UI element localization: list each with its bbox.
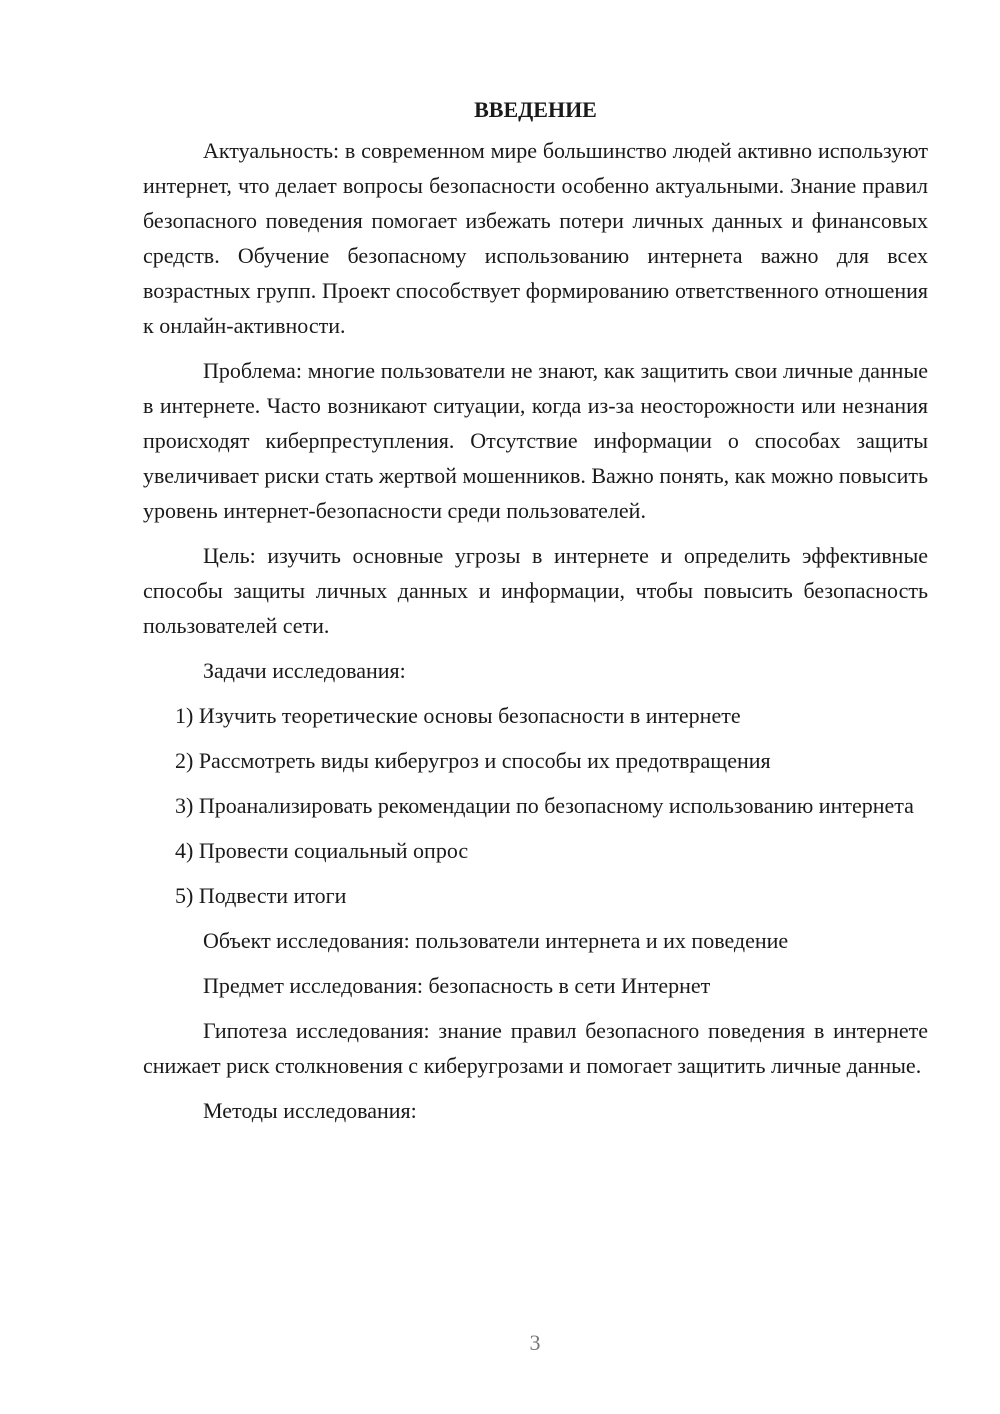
hypothesis-paragraph: Гипотеза исследования: знание правил безопасного поведения в интернете снижает риск столкновения с киберугрозами и помогает защитить личные данные. (143, 1018, 928, 1078)
goal-paragraph: Цель: изучить основные угрозы в интернете и определить эффективные способы защиты личных данных и информации, чтобы повысить безопасность пользователей сети. (143, 543, 928, 638)
task-item-4: 4) Провести социальный опрос (175, 838, 469, 863)
document-page (143, 92, 928, 1138)
section-heading: ВВЕДЕНИЕ (474, 97, 597, 122)
problem-paragraph: Проблема: многие пользователи не знают, как защитить свои личные данные в интернете. Часто возникают ситуации, когда из-за неосторожности или незнания происходят киберпреступления. Отсутствие информации о способах защиты увеличивает риски стать жертвой мошенников. Важно понять, как можно повысить уровень интернет-безопасности среди пользователей. (143, 358, 928, 523)
subject-line: Предмет исследования: безопасность в сети Интернет (203, 973, 711, 998)
tasks-heading: Задачи исследования: (203, 658, 406, 683)
task-item-3: 3) Проанализировать рекомендации по безопасному использованию интернета (175, 793, 914, 818)
page-number: 3 (529, 1330, 541, 1355)
methods-heading: Методы исследования: (203, 1098, 417, 1123)
relevance-paragraph: Актуальность: в современном мире большинство людей активно используют интернет, что делает вопросы безопасности особенно актуальными. Знание правил безопасного поведения помогает избежать потери личных данных и финансовых средств. Обучение безопасному использованию интернета важно для всех возрастных групп. Проект способствует формированию ответственного отношения к онлайн-активности. (143, 138, 928, 338)
object-line: Объект исследования: пользователи интернета и их поведение (203, 928, 789, 953)
task-item-2: 2) Рассмотреть виды киберугроз и способы их предотвращения (175, 748, 771, 773)
task-item-1: 1) Изучить теоретические основы безопасности в интернете (175, 703, 741, 728)
task-item-5: 5) Подвести итоги (175, 883, 347, 908)
